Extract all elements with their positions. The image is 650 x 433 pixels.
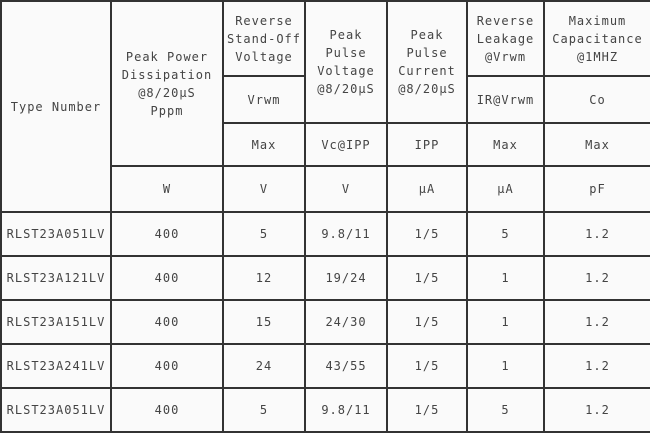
unit-vrwm: V xyxy=(223,166,305,212)
cell-peak-power: 400 xyxy=(111,256,223,300)
header-ir-vrwm-symbol: IR@Vrwm xyxy=(467,76,544,123)
cell-peak-power: 400 xyxy=(111,300,223,344)
header-line: Peak Pulse xyxy=(325,28,367,60)
header-peak-power-dissipation xyxy=(111,1,223,166)
header-line: Pppm xyxy=(150,103,184,118)
cell-co: 1.2 xyxy=(544,344,650,388)
header-line: @Vrwm xyxy=(484,49,527,64)
table-row xyxy=(1,256,650,300)
cell-ir-vrwm: 5 xyxy=(467,388,544,432)
unit-peak-power: W xyxy=(111,166,223,212)
header-vrwm-symbol: Vrwm xyxy=(223,76,305,123)
cell-co: 1.2 xyxy=(544,212,650,256)
header-type-number-label: Type Number xyxy=(10,99,102,114)
header-line: Reverse xyxy=(476,13,535,28)
cell-ipp: 1/5 xyxy=(387,344,467,388)
header-peak-pulse-current xyxy=(387,1,467,123)
unit-capacitance: pF xyxy=(544,166,650,212)
cell-vrwm: 12 xyxy=(223,256,305,300)
header-co-symbol: Co xyxy=(544,76,650,123)
header-line: @8/20μS xyxy=(398,82,456,96)
header-vc-ipp-symbol: Vc@IPP xyxy=(305,123,387,166)
cell-vc-ipp: 19/24 xyxy=(305,256,387,300)
cell-peak-power: 400 xyxy=(111,388,223,432)
cell-co: 1.2 xyxy=(544,300,650,344)
cell-vrwm: 24 xyxy=(223,344,305,388)
header-line: Maximum xyxy=(568,13,627,28)
header-line: Capacitance xyxy=(552,31,643,46)
cell-ir-vrwm: 1 xyxy=(467,344,544,388)
cell-ir-vrwm: 1 xyxy=(467,300,544,344)
header-line: Voltage xyxy=(235,49,293,64)
header-line: Peak Power xyxy=(125,49,209,64)
cell-peak-power: 400 xyxy=(111,344,223,388)
cell-vc-ipp: 24/30 xyxy=(305,300,387,344)
cell-type-number: RLST23A241LV xyxy=(1,344,111,388)
cell-vrwm: 5 xyxy=(223,388,305,432)
header-maximum-capacitance xyxy=(544,1,650,76)
header-line: Current xyxy=(398,64,456,78)
cell-type-number: RLST23A051LV xyxy=(1,212,111,256)
unit-leakage: μA xyxy=(467,166,544,212)
table-row xyxy=(1,388,650,432)
header-type-number xyxy=(1,1,111,212)
unit-pulse-voltage: V xyxy=(305,166,387,212)
header-ipp-symbol: IPP xyxy=(387,123,467,166)
cell-ir-vrwm: 5 xyxy=(467,212,544,256)
header-line: Reverse xyxy=(235,13,293,28)
cell-ir-vrwm: 1 xyxy=(467,256,544,300)
cell-vc-ipp: 43/55 xyxy=(305,344,387,388)
cell-ipp: 1/5 xyxy=(387,212,467,256)
cell-ipp: 1/5 xyxy=(387,256,467,300)
table-row xyxy=(1,212,650,256)
cell-type-number: RLST23A121LV xyxy=(1,256,111,300)
cell-co: 1.2 xyxy=(544,388,650,432)
header-line: Stand-Off xyxy=(226,31,302,46)
table-row xyxy=(1,300,650,344)
cell-vrwm: 5 xyxy=(223,212,305,256)
cell-vrwm: 15 xyxy=(223,300,305,344)
unit-pulse-current: μA xyxy=(387,166,467,212)
cell-ipp: 1/5 xyxy=(387,300,467,344)
header-line: Dissipation xyxy=(121,67,213,82)
cell-ipp: 1/5 xyxy=(387,388,467,432)
header-line: @8/20μS xyxy=(317,82,375,96)
cell-peak-power: 400 xyxy=(111,212,223,256)
header-line: @1MHZ xyxy=(576,49,619,64)
table-row xyxy=(1,344,650,388)
header-line: Voltage xyxy=(317,64,375,78)
header-leakage-max: Max xyxy=(467,123,544,166)
header-vrwm-max: Max xyxy=(223,123,305,166)
cell-type-number: RLST23A051LV xyxy=(1,388,111,432)
cell-vc-ipp: 9.8/11 xyxy=(305,388,387,432)
header-line: Leakage xyxy=(476,31,535,46)
header-capacitance-max: Max xyxy=(544,123,650,166)
cell-co: 1.2 xyxy=(544,256,650,300)
header-line: @8/20μS xyxy=(138,85,196,100)
header-peak-pulse-voltage xyxy=(305,1,387,123)
header-reverse-leakage xyxy=(467,1,544,76)
cell-type-number: RLST23A151LV xyxy=(1,300,111,344)
cell-vc-ipp: 9.8/11 xyxy=(305,212,387,256)
header-reverse-standoff-voltage xyxy=(223,1,305,76)
header-row-titles xyxy=(1,1,650,76)
header-line: Peak Pulse xyxy=(406,28,448,60)
